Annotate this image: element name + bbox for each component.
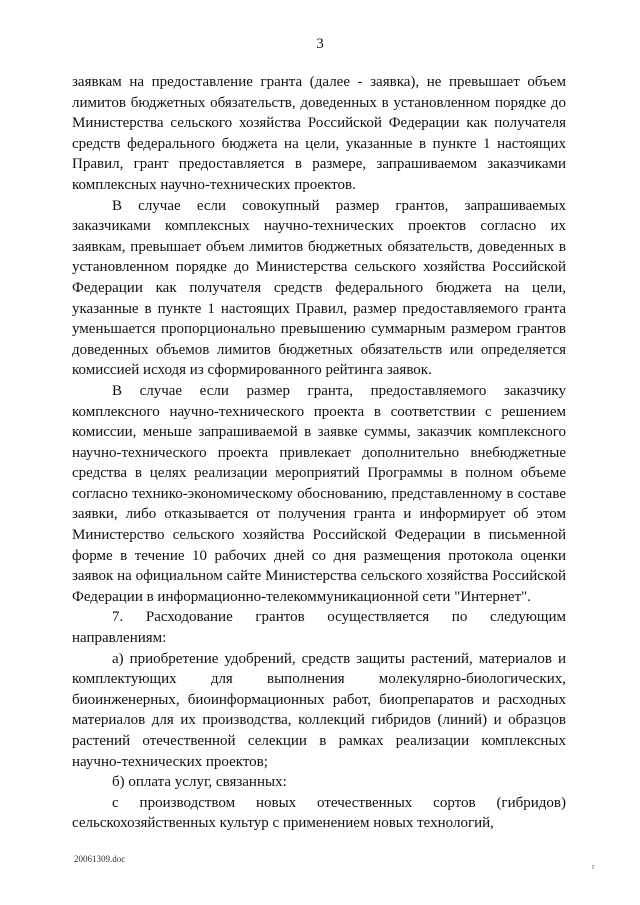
- paragraph-1: заявкам на предоставление гранта (далее - заявка), не превышает объем лимитов бюджетных обязательств, доведенных в установленном порядке до Министерства сельского хозяйства Российской Федерации как получателя средств федерального бюджета на цели, указанные в пункте 1 настоящих Правил, грант предоставляется в размере, запрашиваемом заказчиками комплексных научно-технических проектов.: [72, 74, 566, 193]
- paragraph-3: В случае если размер гранта, предоставляемого заказчику комплексного научно-технического проекта в соответствии с решением комиссии, меньше запрашиваемой в заявке суммы, заказчик комплексного научно-технического проекта привлекает дополнительно внебюджетные средства в целях реализации мероприятий Программы в полном объеме согласно технико-экономическому обоснованию, представленному в составе заявки, либо отказывается от получения гранта и информирует об этом Министерство сельского хозяйства Российской Федерации в письменной форме в течение 10 рабочих дней со дня размещения протокола оценки заявок на официальном сайте Министерства сельского хозяйства Российской Федерации в информационно-телекоммуникационной сети "Интернет".: [72, 382, 566, 605]
- paragraph-5: а) приобретение удобрений, средств защиты растений, материалов и комплектующих для выполнения молекулярно-биологических, биоинженерных, биоинформационных работ, биопрепаратов и расходных материалов для их производства, коллекций гибридов (линий) и образцов растений отечественной селекции в рамках реализации комплексных научно-технических проектов;: [72, 650, 566, 770]
- document-body: [72, 72, 566, 834]
- corner-mark: r: [592, 862, 595, 871]
- footer-filename: 20061309.doc: [74, 854, 126, 864]
- paragraph-2: В случае если совокупный размер грантов, запрашиваемых заказчиками комплексных научно-технических проектов согласно их заявкам, превышает объем лимитов бюджетных обязательств, доведенных в установленном порядке до Министерства сельского хозяйства Российской Федерации как получателя средств федерального бюджета на цели, указанные в пункте 1 настоящих Правил, размер предоставляемого гранта уменьшается пропорционально превышению суммарным размером грантов доведенных объемов лимитов бюджетных обязательств или определяется комиссией исходя из сформированного рейтинга заявок.: [72, 197, 566, 379]
- paragraph-6: б) оплата услуг, связанных:: [112, 774, 287, 791]
- page-number: 3: [316, 36, 324, 52]
- paragraph-7: с производством новых отечественных сортов (гибридов) сельскохозяйственных культур с применением новых технологий,: [72, 794, 566, 832]
- paragraph-4: 7. Расходование грантов осуществляется по следующим направлениям:: [72, 609, 566, 647]
